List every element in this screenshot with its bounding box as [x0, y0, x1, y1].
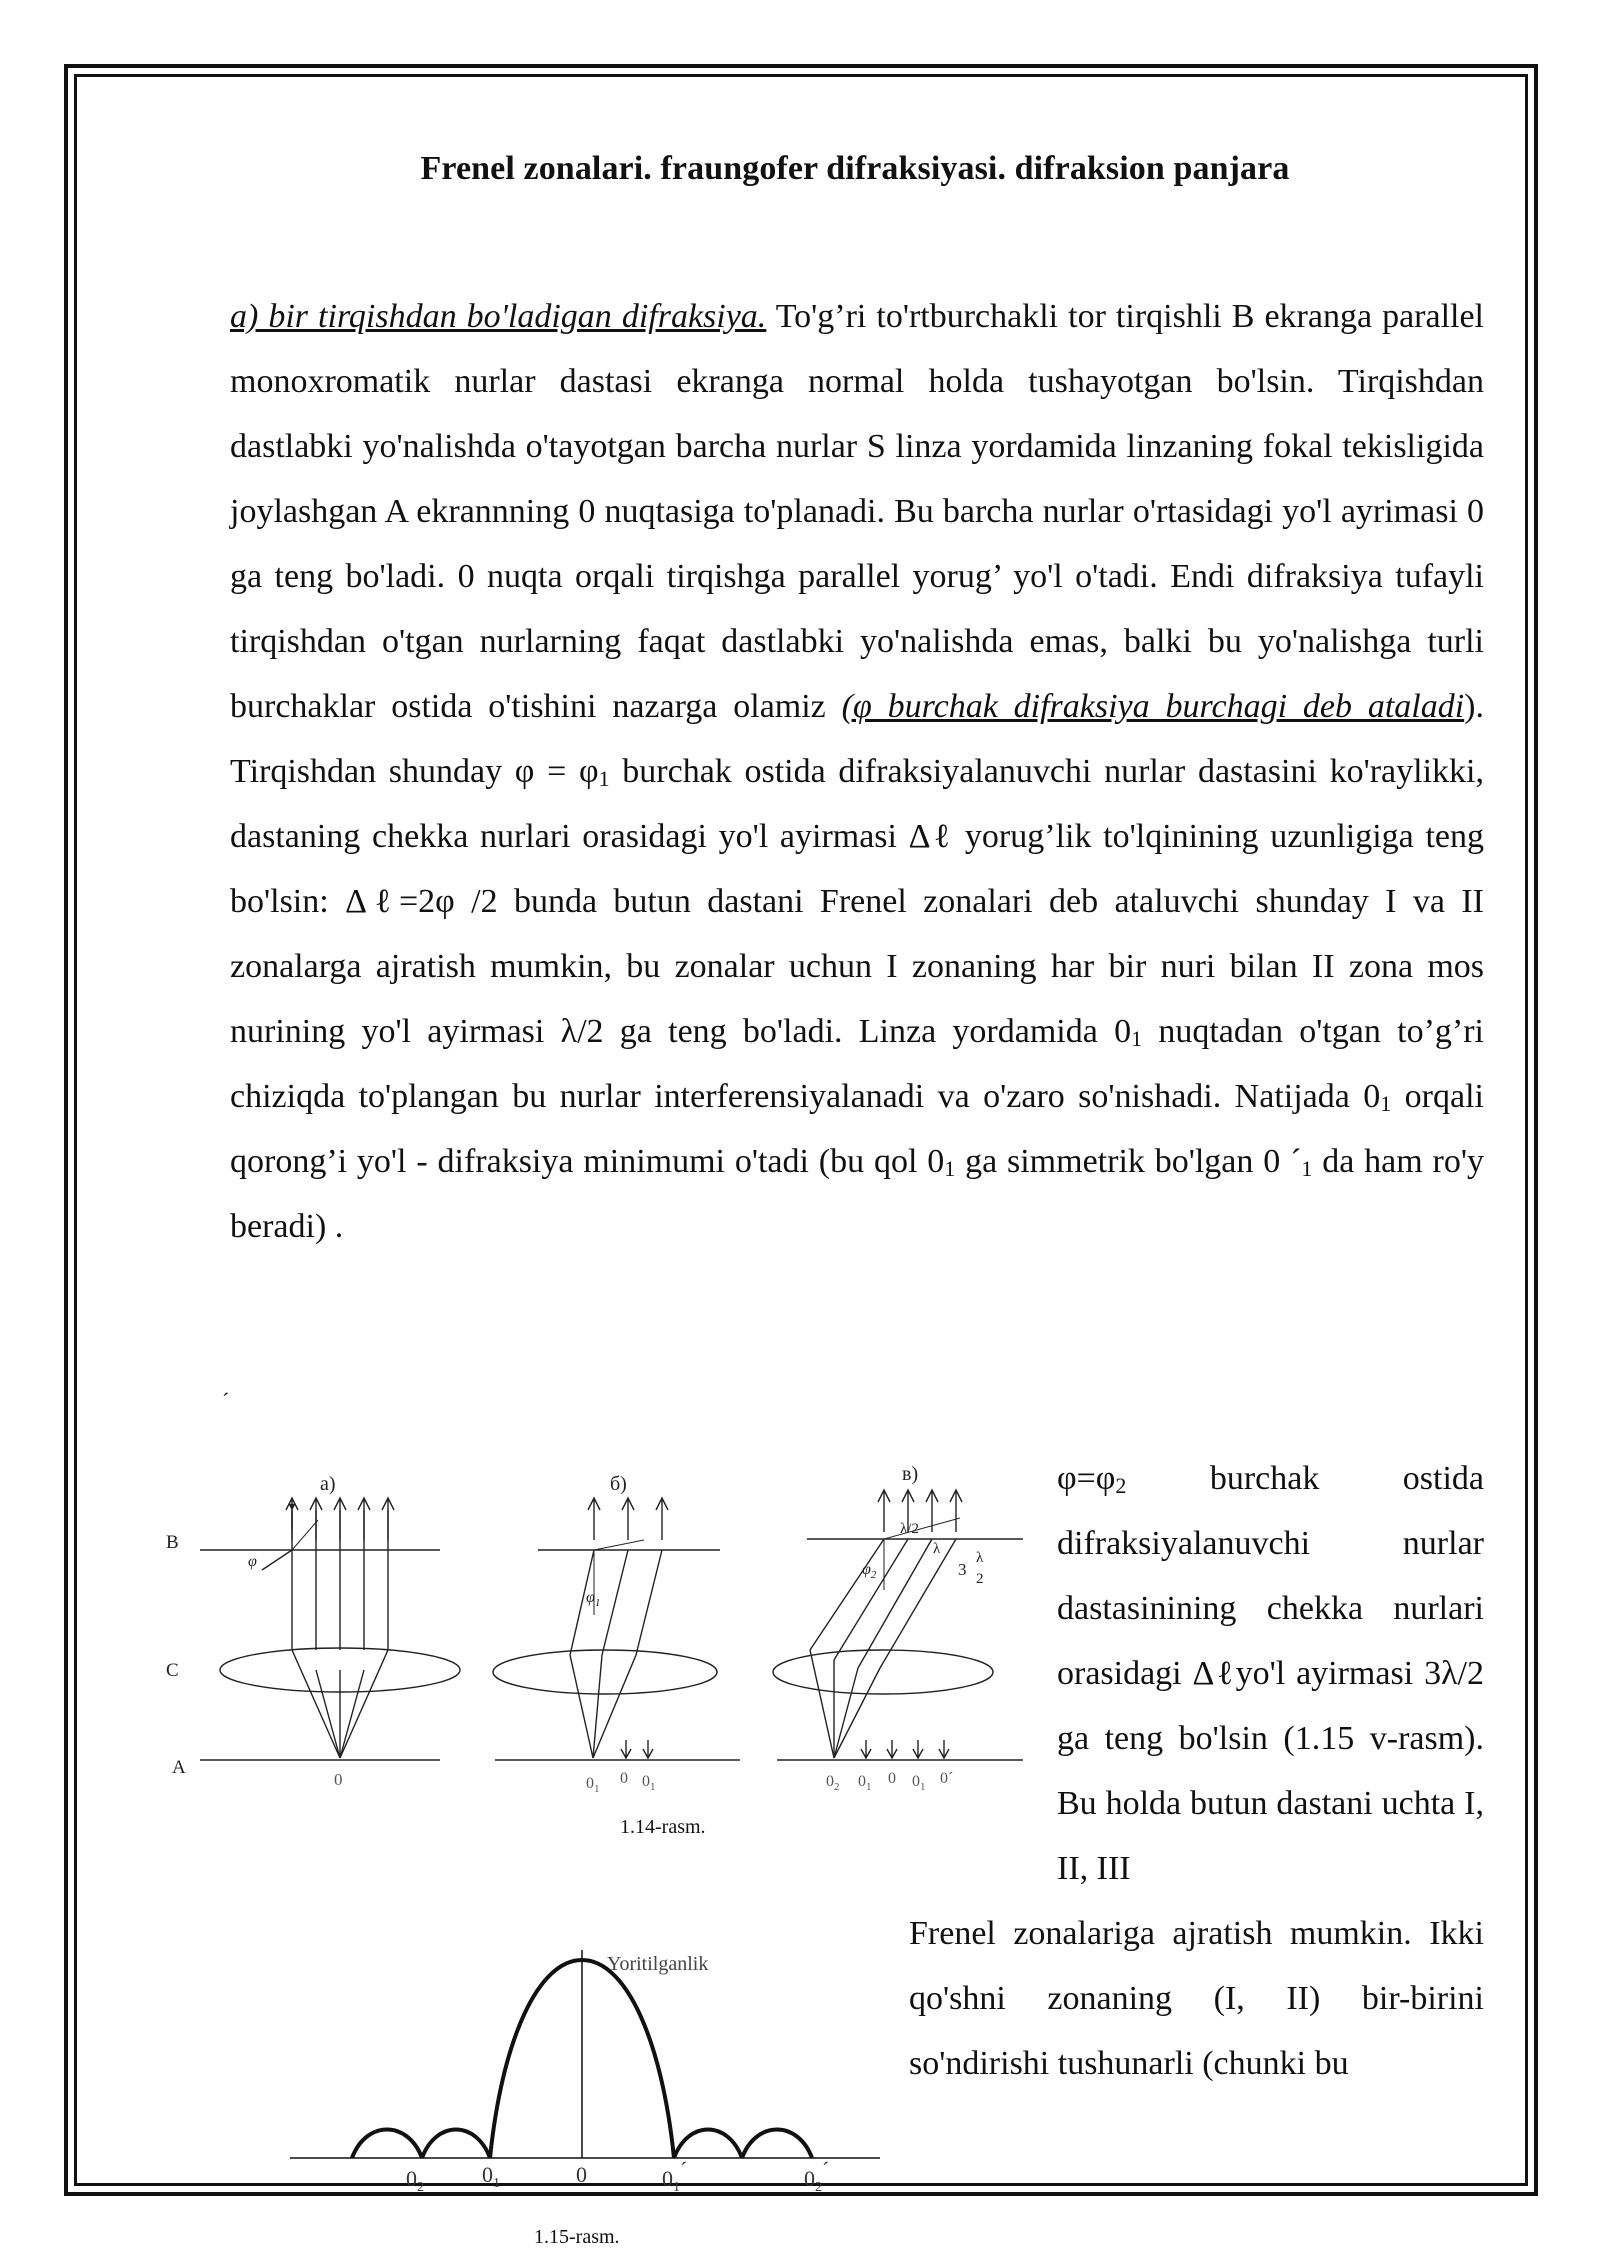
paragraph-text-2: ). Tirqishdan shunday φ = φ: [230, 688, 1484, 790]
svg-text:01´: [662, 2157, 687, 2195]
subscript: 1: [1380, 1091, 1392, 1116]
svg-text:01: [482, 2162, 500, 2191]
subscript: 1: [1131, 1026, 1143, 1051]
o1-sub-b: 1: [594, 1783, 600, 1795]
o1-label-b: 0: [586, 1775, 594, 1792]
zero-label-a: 0: [334, 1770, 343, 1789]
three-label: 3: [958, 1560, 967, 1579]
phi-label: φ: [248, 1553, 257, 1570]
tick-o2p-mark: ´: [822, 2157, 830, 2182]
o1p-label-c: 0: [912, 1773, 920, 1790]
zero-label-c: 0: [888, 1770, 896, 1787]
lambda-half-label: λ/2: [900, 1521, 919, 1537]
tick-o2-sub: 2: [417, 2180, 424, 2195]
subscript: 1: [598, 766, 610, 791]
svg-text:02: [826, 1773, 840, 1793]
svg-text:01: [642, 1773, 656, 1793]
zero-label-b: 0: [620, 1770, 628, 1787]
phi2-sub: 2: [870, 1569, 877, 1581]
svg-text:φ1: [586, 1589, 600, 1609]
stray-mark: ´: [222, 1388, 230, 1413]
caption-1-14: 1.14-rasm.: [620, 1816, 706, 1838]
tick-o1p-sub: 1: [673, 2180, 680, 2195]
label-a: A: [172, 1757, 186, 1778]
section-heading: a) bir tirqishdan bo'ladigan difraksiya.: [230, 298, 767, 335]
y-axis-label: Yoritilganlik: [607, 1953, 709, 1975]
svg-text:01: [858, 1773, 872, 1793]
o2-sub-c: 2: [834, 1781, 840, 1793]
subscript: 1: [944, 1156, 956, 1181]
phi1-sub: 1: [594, 1597, 601, 1609]
svg-text:φ2: [862, 1561, 877, 1581]
svg-text:02´: [804, 2157, 829, 2195]
figure-1-15: [270, 1920, 900, 2200]
o2-label-c: 0: [826, 1773, 834, 1790]
subscript: 2: [1115, 1473, 1127, 1498]
panel-b-label: б): [610, 1473, 627, 1495]
o1p-sub-c: 1: [920, 1781, 926, 1793]
side-paragraph: [1057, 1446, 1484, 1901]
tick-o1-sub: 1: [493, 2176, 500, 2191]
page-title: Frenel zonalari. fraungofer difraksiyasi. difraksion panjara: [420, 150, 1290, 187]
o1p-label-b: 0: [642, 1773, 650, 1790]
phi2-label: φ: [862, 1561, 871, 1578]
label-c: C: [166, 1660, 179, 1681]
tick-o2p-sub: 2: [815, 2180, 822, 2195]
o1-label-c: 0: [858, 1773, 866, 1790]
lambda-frac-num: λ: [976, 1550, 984, 1566]
tick-o1p: 0: [662, 2166, 673, 2191]
side-text-2: burchak ostida difraksiyalanuvchi nurlar dastasinining chekka nurlari orasidagi Δℓyo'l ayirmasi 3λ/2 ga teng bo'lsin (1.15 v-rasm). Bu holda butun dastani uchta I, II, III: [1057, 1460, 1484, 1887]
main-paragraph: [230, 284, 1484, 1259]
side-paragraph-continued: [909, 1901, 1484, 2096]
panel-a-label: а): [320, 1473, 336, 1495]
paragraph-text-4: nuqtadan o'tgan to’g’ri chiziqda to'plangan bu nurlar interferensiyalanadi va o'zaro so'nishadi. Natijada 0: [230, 1013, 1484, 1115]
paragraph-text-7: da ham ro'y beradi) .: [230, 1143, 1485, 1245]
caption-1-15: 1.15-rasm.: [534, 2226, 620, 2248]
op-label-c: 0´: [940, 1770, 954, 1787]
subscript: 1: [1301, 1156, 1313, 1181]
svg-text:01: [912, 1773, 926, 1793]
paragraph-text-1: To'g’ri to'rtburchakli tor tirqishli B ekranga parallel monoxromatik nurlar dastasi ekranga normal holda tushayotgan bo'lsin. Tirqishdan dastlabki yo'nalishda o'tayotgan barcha nurlar S linza yordamida linzaning fokal tekisligida joylashgan A ekrannning 0 nuqtasiga to'planadi. Bu barcha nurlar o'rtasidagi yo'l ayrimasi 0 ga teng bo'ladi. 0 nuqta orqali tirqishga parallel yorug’ yo'l o'tadi. Endi difraksiya tufayli tirqishdan o'tgan nurlarning faqat dastlabki yo'nalishda emas, balki bu yo'nalishga turli burchaklar ostida o'tishini nazarga olamiz: [230, 298, 1485, 725]
paragraph-text-5: orqali qorong’i yo'l - difraksiya minimumi o'tadi (bu qol 0: [230, 1078, 1484, 1180]
o1-sub-c: 1: [866, 1781, 872, 1793]
paragraph-text-3: burchak ostida difraksiyalanuvchi nurlar dastasini ko'raylikki, dastaning chekka nurlari orasidagi yo'l ayirmasi Δℓ yorug’lik to'lqinining uzunligiga teng bo'lsin: Δℓ=2φ /2 bunda butun dastani Frenel zonalari deb ataluvchi shunday I va II zonalarga ajratish mumkin, bu zonalar uchun I zonaning har bir nuri bilan II zona mos nurining yo'l ayirmasi λ/2 ga teng bo'ladi. Linza yordamida 0: [230, 753, 1484, 1050]
svg-text:02: [406, 2166, 424, 2195]
tick-zero: 0: [576, 2162, 587, 2187]
tick-o2: 0: [406, 2166, 417, 2191]
paragraph-text-6: ga simmetrik bo'lgan 0 ´: [955, 1143, 1302, 1180]
tick-o1: 0: [482, 2162, 493, 2187]
tick-o2p: 0: [804, 2166, 815, 2191]
side-text-3: Frenel zonalariga ajratish mumkin. Ikki qo'shni zonaning (I, II) bir-birini so'ndirishi tushunarli (chunki bu: [909, 1915, 1484, 2082]
lambda-frac-den: 2: [976, 1571, 984, 1587]
figure-1-14: [150, 1440, 1040, 1860]
italic-note: (φ burchak difraksiya burchagi deb ataladi: [841, 688, 1465, 725]
lambda-label: λ: [933, 1541, 941, 1557]
panel-c-label: в): [902, 1463, 919, 1485]
phi1-label: φ: [586, 1589, 595, 1606]
svg-text:01: [586, 1775, 600, 1795]
label-b: B: [166, 1532, 179, 1553]
tick-o1p-mark: ´: [680, 2157, 688, 2182]
side-text-1: φ=φ: [1057, 1460, 1116, 1497]
o1p-sub-b: 1: [650, 1781, 656, 1793]
